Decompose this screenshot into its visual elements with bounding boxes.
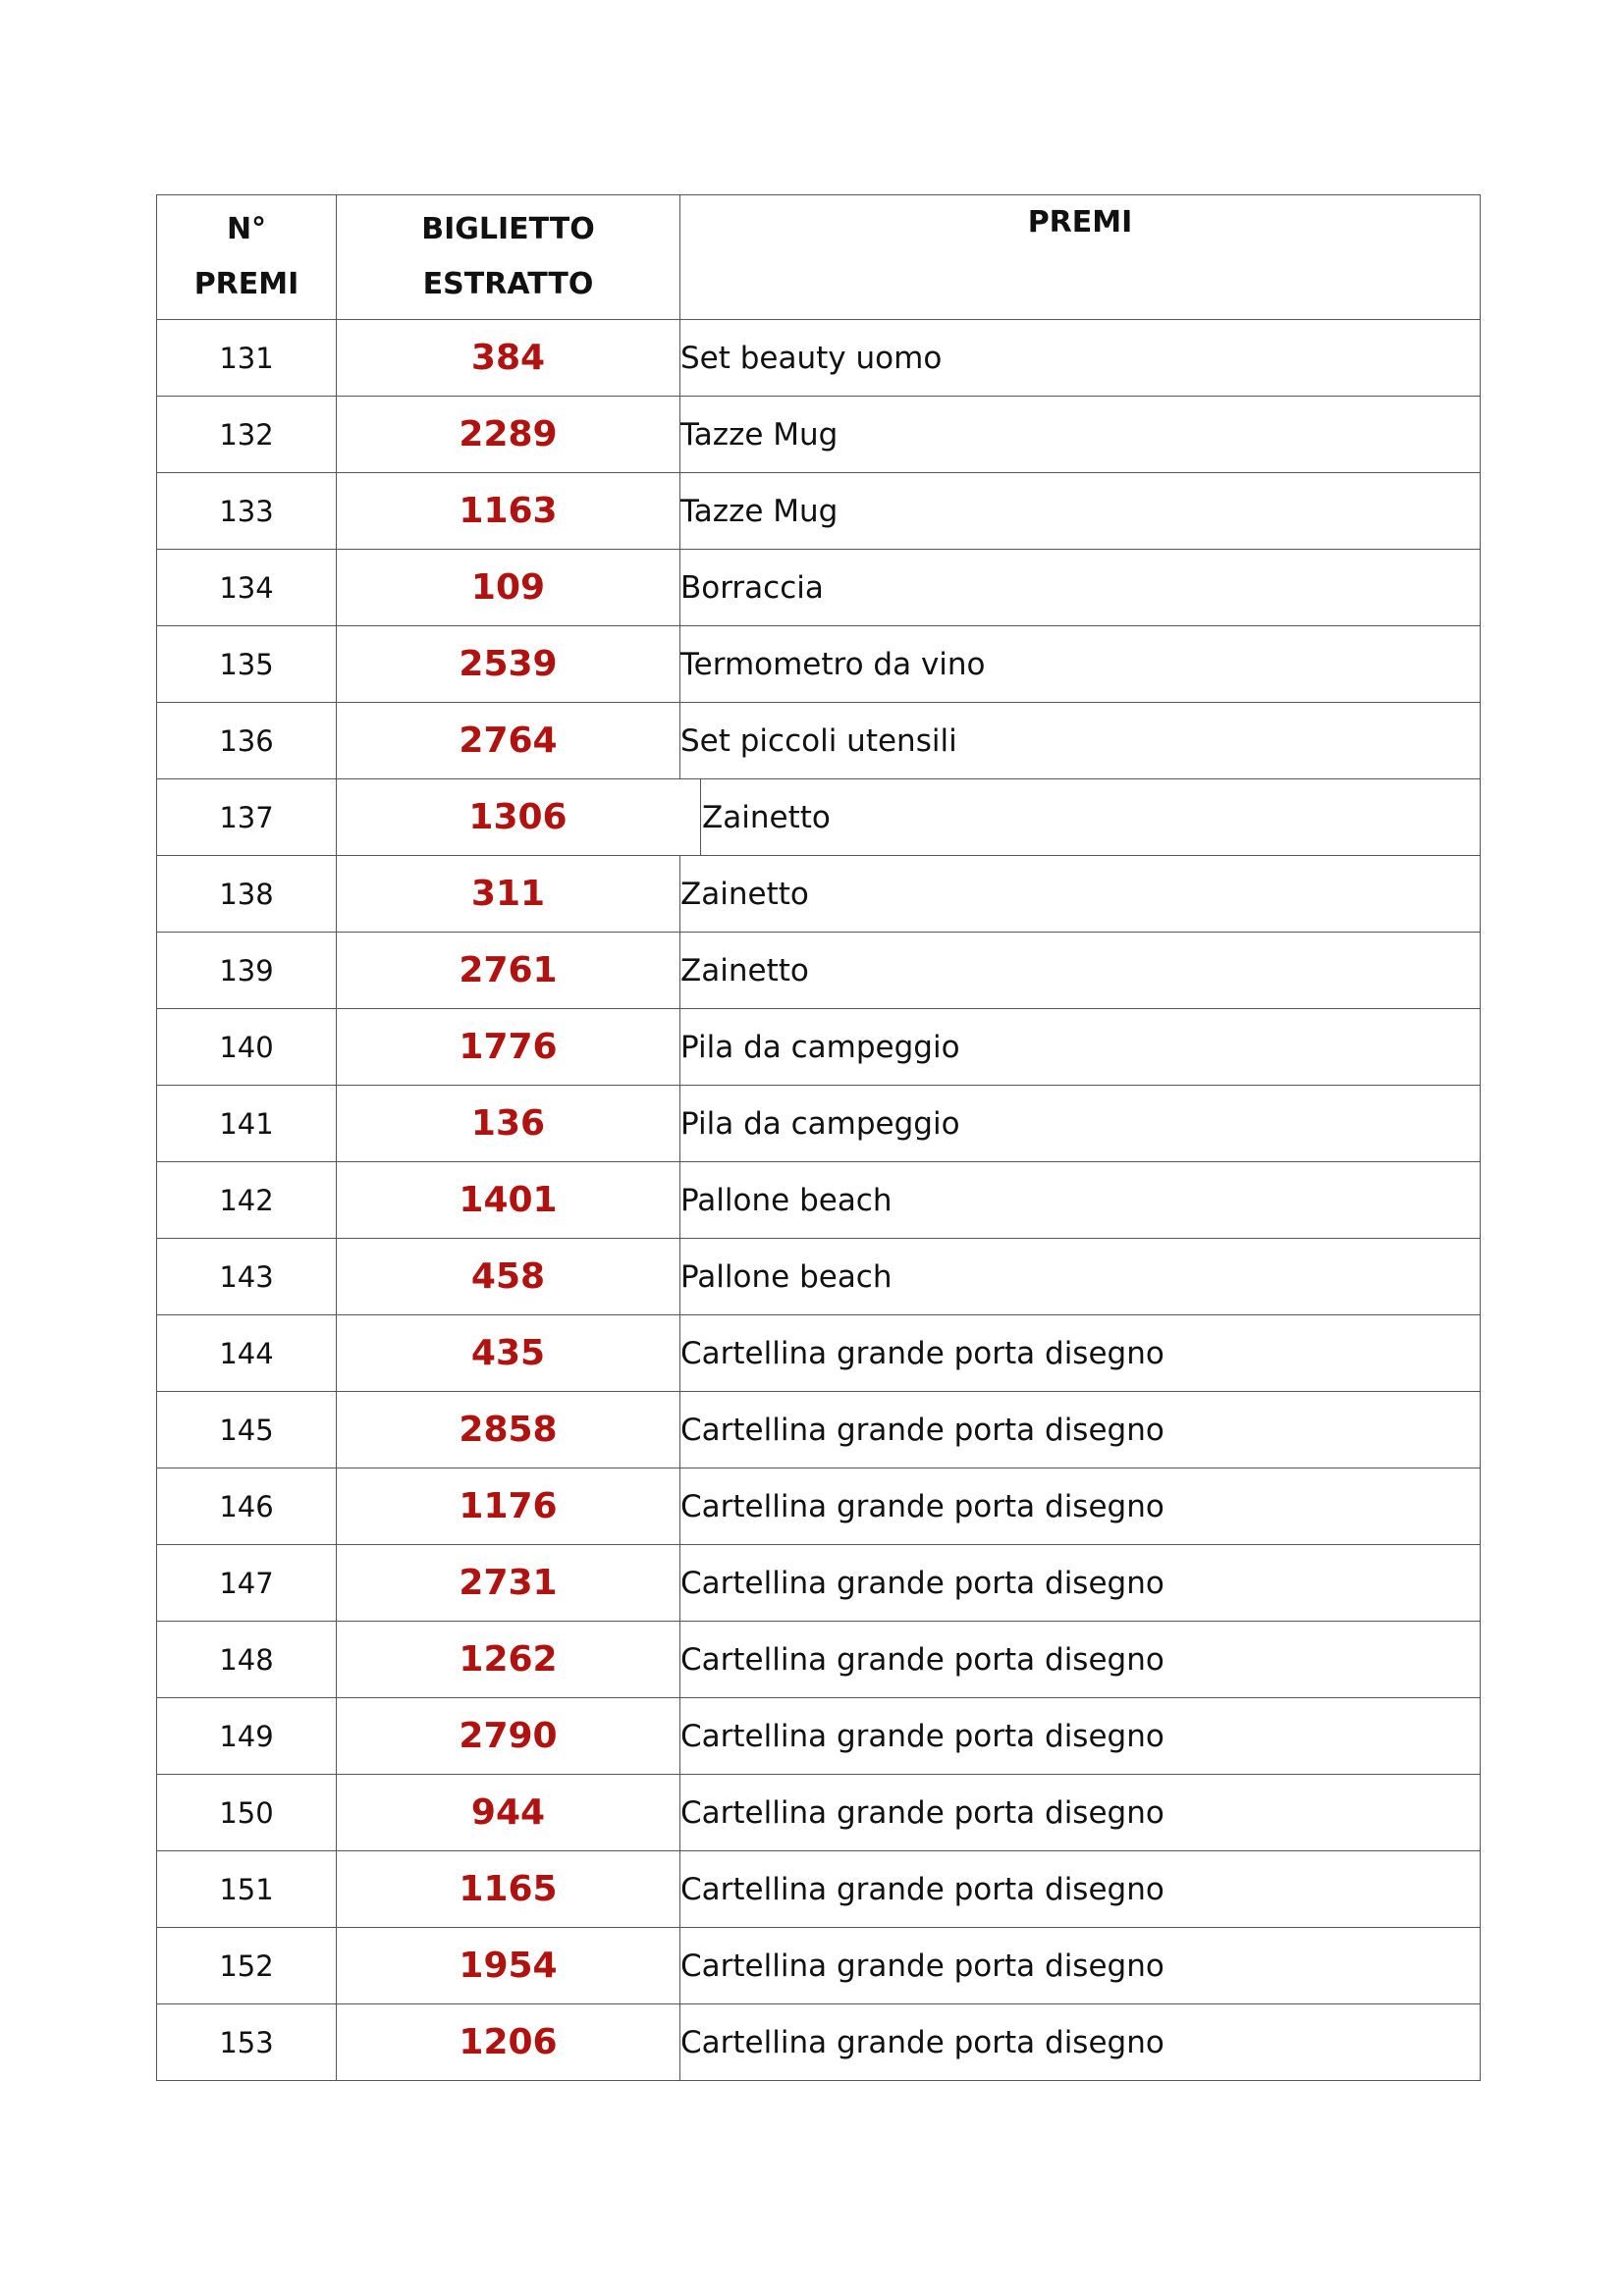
prize-description-cell: Pallone beach	[680, 1162, 1481, 1239]
drawn-ticket-cell: 1176	[337, 1468, 680, 1545]
drawn-ticket-cell: 1163	[337, 473, 680, 550]
table-row	[157, 1545, 1481, 1622]
prize-number-cell: 141	[157, 1086, 337, 1162]
prize-description-cell: Termometro da vino	[680, 626, 1481, 703]
drawn-ticket-cell: 384	[337, 320, 680, 397]
table-row	[157, 933, 1481, 1009]
prize-description-cell: Pila da campeggio	[680, 1009, 1481, 1086]
drawn-ticket-cell: 2539	[337, 626, 680, 703]
prize-description-cell: Cartellina grande porta disegno	[680, 2004, 1481, 2081]
prize-number-cell: 134	[157, 550, 337, 626]
prize-number-cell: 153	[157, 2004, 337, 2081]
drawn-ticket-cell: 944	[337, 1775, 680, 1851]
prize-description-cell: Zainetto	[680, 856, 1481, 933]
prize-description-cell: Cartellina grande porta disegno	[680, 1622, 1481, 1698]
prize-number-cell: 151	[157, 1851, 337, 1928]
table-row	[157, 1622, 1481, 1698]
prize-description-cell: Cartellina grande porta disegno	[680, 1392, 1481, 1468]
prize-description-cell: Zainetto	[680, 779, 1481, 856]
prize-description-cell: Cartellina grande porta disegno	[680, 1468, 1481, 1545]
header-prize-number-line1: N°	[226, 212, 267, 246]
prize-description-cell: Cartellina grande porta disegno	[680, 1928, 1481, 2004]
table-row	[157, 1239, 1481, 1315]
drawn-ticket-cell: 2761	[337, 933, 680, 1009]
prize-number-cell: 140	[157, 1009, 337, 1086]
header-drawn-ticket	[337, 195, 680, 320]
table-row	[157, 1162, 1481, 1239]
drawn-ticket-cell: 2289	[337, 397, 680, 473]
table-row	[157, 397, 1481, 473]
prize-number-cell: 137	[157, 779, 337, 856]
header-drawn-ticket-line2: ESTRATTO	[422, 267, 594, 301]
prize-description-cell: Cartellina grande porta disegno	[680, 1775, 1481, 1851]
table-row	[157, 2004, 1481, 2081]
drawn-ticket-cell: 1776	[337, 1009, 680, 1086]
drawn-ticket-cell: 435	[337, 1315, 680, 1392]
drawn-ticket-cell: 2790	[337, 1698, 680, 1775]
table-row	[157, 473, 1481, 550]
drawn-ticket-cell: 1262	[337, 1622, 680, 1698]
prize-description-cell: Set piccoli utensili	[680, 703, 1481, 779]
table-row	[157, 320, 1481, 397]
prize-number-cell: 131	[157, 320, 337, 397]
prize-description-cell: Pallone beach	[680, 1239, 1481, 1315]
prize-description-cell: Cartellina grande porta disegno	[680, 1315, 1481, 1392]
prize-number-cell: 138	[157, 856, 337, 933]
drawn-ticket-cell: 2858	[337, 1392, 680, 1468]
prize-description-cell: Set beauty uomo	[680, 320, 1481, 397]
prize-description-cell: Tazze Mug	[680, 397, 1481, 473]
prize-number-cell: 152	[157, 1928, 337, 2004]
table-row	[157, 626, 1481, 703]
drawn-ticket-cell: 109	[337, 550, 680, 626]
drawn-ticket-cell: 311	[337, 856, 680, 933]
prize-table	[156, 194, 1481, 2081]
table-row	[157, 1392, 1481, 1468]
header-row	[157, 195, 1481, 320]
prize-table-header	[157, 195, 1481, 320]
table-row	[157, 703, 1481, 779]
prize-number-cell: 133	[157, 473, 337, 550]
prize-number-cell: 147	[157, 1545, 337, 1622]
table-row	[157, 779, 1481, 856]
prize-description-cell: Pila da campeggio	[680, 1086, 1481, 1162]
prize-description-cell: Zainetto	[680, 933, 1481, 1009]
prize-description-cell: Tazze Mug	[680, 473, 1481, 550]
header-prize-number-line2: PREMI	[193, 267, 299, 301]
prize-number-cell: 139	[157, 933, 337, 1009]
header-prize-number	[157, 195, 337, 320]
prize-number-cell: 149	[157, 1698, 337, 1775]
prize-number-cell: 144	[157, 1315, 337, 1392]
table-row	[157, 1009, 1481, 1086]
table-row	[157, 1698, 1481, 1775]
table-row	[157, 1928, 1481, 2004]
table-row	[157, 1851, 1481, 1928]
table-row	[157, 1468, 1481, 1545]
prize-number-cell: 146	[157, 1468, 337, 1545]
drawn-ticket-cell: 1165	[337, 1851, 680, 1928]
prize-number-cell: 148	[157, 1622, 337, 1698]
prize-number-cell: 142	[157, 1162, 337, 1239]
table-row	[157, 856, 1481, 933]
drawn-ticket-cell: 458	[337, 1239, 680, 1315]
table-row	[157, 1315, 1481, 1392]
drawn-ticket-cell: 136	[337, 1086, 680, 1162]
prize-description-cell: Cartellina grande porta disegno	[680, 1851, 1481, 1928]
prize-number-cell: 136	[157, 703, 337, 779]
table-row	[157, 1775, 1481, 1851]
table-row	[157, 550, 1481, 626]
drawn-ticket-cell: 2731	[337, 1545, 680, 1622]
prize-number-cell: 150	[157, 1775, 337, 1851]
prize-number-cell: 132	[157, 397, 337, 473]
prize-number-cell: 145	[157, 1392, 337, 1468]
prize-list-page	[156, 194, 1480, 2081]
prize-number-cell: 135	[157, 626, 337, 703]
prize-description-cell: Cartellina grande porta disegno	[680, 1545, 1481, 1622]
drawn-ticket-cell: 1206	[337, 2004, 680, 2081]
prize-number-cell: 143	[157, 1239, 337, 1315]
prize-description-cell: Borraccia	[680, 550, 1481, 626]
header-prize: PREMI	[680, 195, 1481, 320]
prize-table-body	[157, 320, 1481, 2081]
drawn-ticket-cell: 1954	[337, 1928, 680, 2004]
drawn-ticket-cell: 1401	[337, 1162, 680, 1239]
table-row	[157, 1086, 1481, 1162]
drawn-ticket-cell: 2764	[337, 703, 680, 779]
prize-description-cell: Cartellina grande porta disegno	[680, 1698, 1481, 1775]
header-drawn-ticket-line1: BIGLIETTO	[421, 212, 595, 246]
drawn-ticket-cell: 1306	[337, 779, 680, 856]
